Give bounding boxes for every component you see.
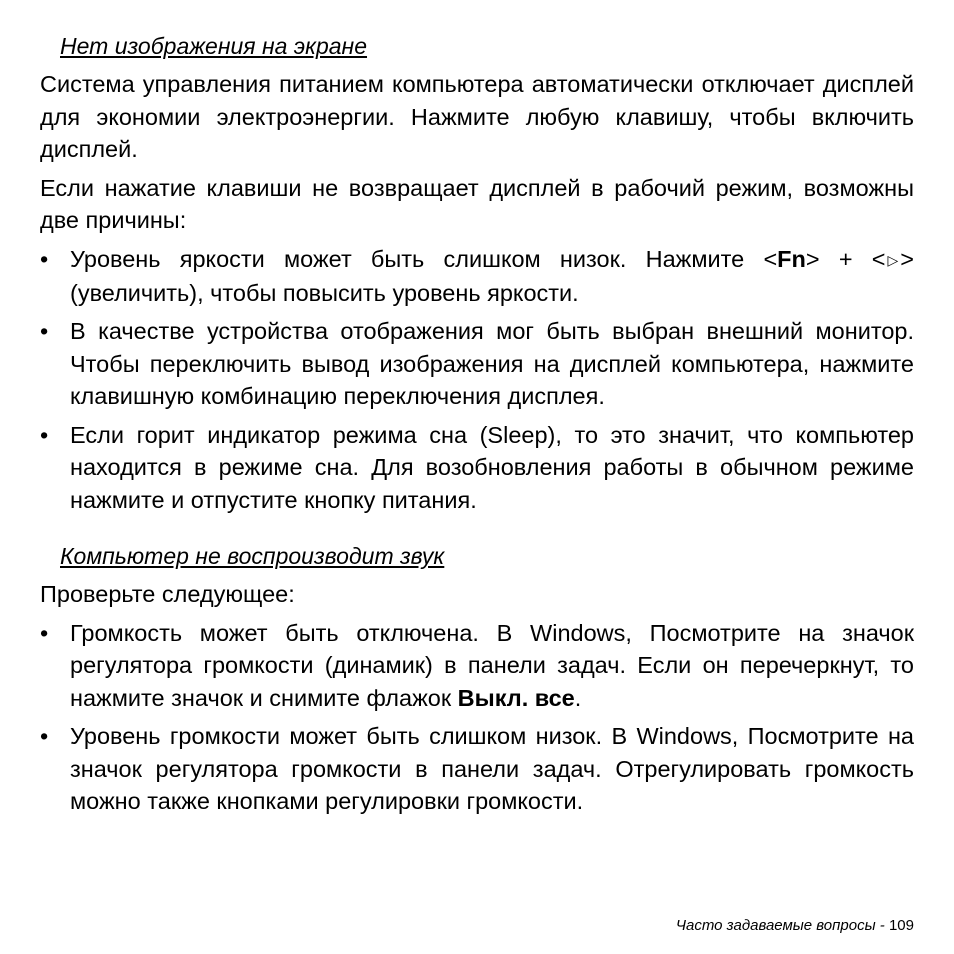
page-footer [676,916,914,936]
section-heading-no-display: Нет изображения на экране [60,33,368,59]
bullet-marker: • [40,421,49,448]
list-item: • Громкость может быть отключена. В Windows, Посмотрите на значок регулятора громкости (динамик) в панели задач. Если он перечеркнут, то нажмите значок и снимите флажок Выкл. все. [40,617,914,715]
list-item: • Уровень громкости может быть слишком низок. В Windows, Посмотрите на значок регулятора громкости в панели задач. Отрегулировать громкость можно также кнопками регулировки громкости. [40,720,914,818]
list-item: • Уровень яркости может быть слишком низок. Нажмите <Fn> + < ▷> (увеличить), чтобы повысить уровень яркости. [40,243,914,310]
mute-all-label: Выкл. все [457,684,575,711]
paragraph-power-management: Система управления питанием компьютера автоматически отключает дисплей для экономии электроэнергии. Нажмите любую клавишу, чтобы включить дисплей. [40,71,914,162]
display-causes-list [40,243,914,517]
list-item: • Если горит индикатор режима сна (Sleep), то это значит, что компьютер находится в режиме сна. Для возобновления работы в обычном режиме нажмите и отпустите кнопку питания. [40,419,914,517]
bullet-marker: • [40,318,49,345]
document-page [40,30,914,824]
sound-causes-list [40,617,914,818]
paragraph-check-following: Проверьте следующее: [40,581,295,608]
section-heading-no-sound: Компьютер не воспроизводит звук [60,543,445,570]
brightness-up-icon: ▷ [887,252,899,269]
bullet-marker: • [40,723,49,750]
list-item: • В качестве устройства отображения мог быть выбран внешний монитор. Чтобы переключить вывод изображения на дисплей компьютера, нажмите клавишную комбинацию переключения дисплея. [40,315,914,413]
fn-key-label: Fn [777,245,806,272]
footer-title: Часто задаваемые вопросы - [675,917,885,934]
page-number: 109 [888,917,914,934]
paragraph-two-reasons: Если нажатие клавиши не возвращает дисплей в рабочий режим, возможны две причины: [40,174,914,233]
bullet-marker: • [40,619,49,646]
bullet-marker: • [40,245,49,272]
